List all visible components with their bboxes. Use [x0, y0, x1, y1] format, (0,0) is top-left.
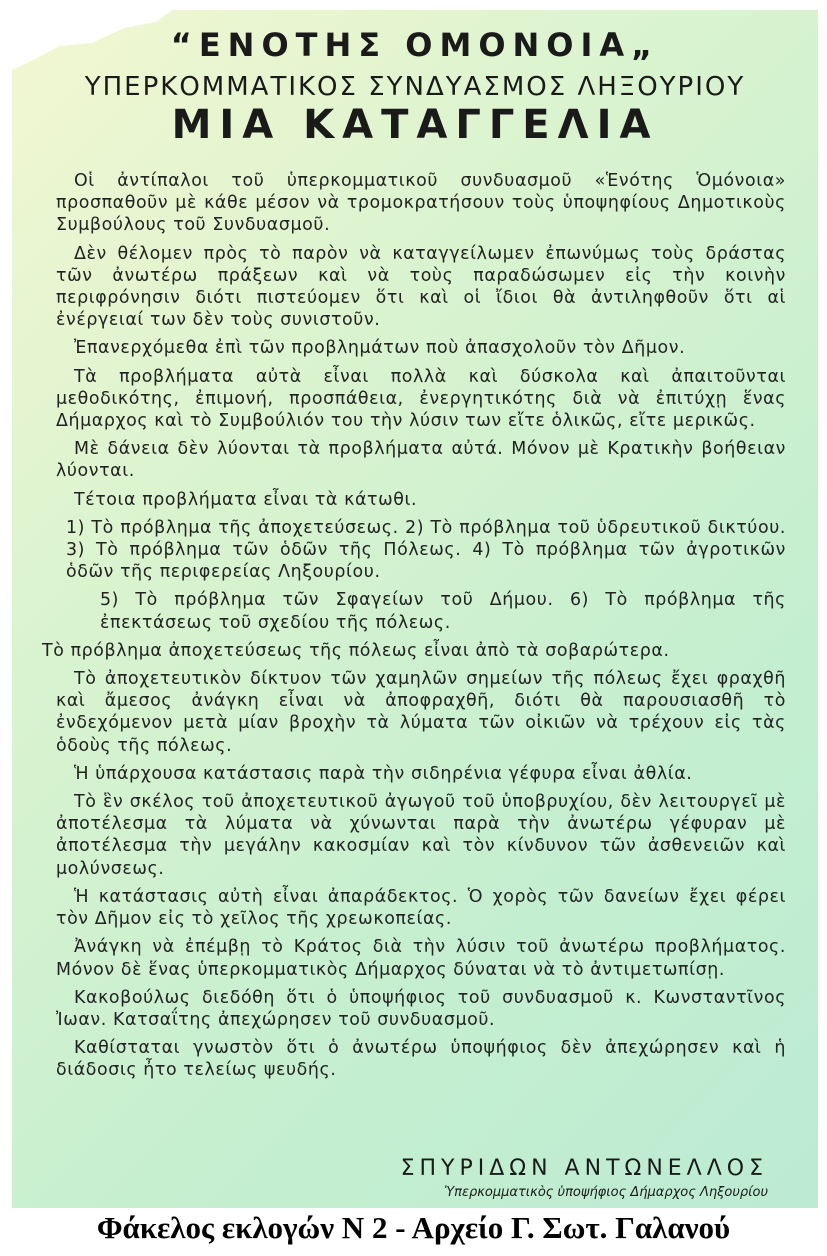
paragraph-10: Τὸ ἓν σκέλος τοῦ ἀποχετευτικοῦ ἀγωγοῦ τοῦ ὑποβρυχίου, δὲν λειτουργεῖ μὲ ἀποτέλεσμα τὰ λύματα νὰ χύνωνται παρὰ τὴν ἀνωτέρω γέφυραν μὲ ἀποτέλεσμα τὴν μεγάλην κακοσμίαν καὶ τὸν κίνδυνον τῶν ἀσθενειῶν καὶ μολύνσεως.	[56, 792, 786, 879]
signature-block	[401, 1156, 768, 1200]
paragraph-2: Δὲν θέλομεν πρὸς τὸ παρὸν νὰ καταγγείλωμεν ἐπωνύμως τοὺς δράστας τῶν ἀνωτέρω πράξεων καὶ νὰ τοὺς παραδώσωμεν εἰς τὴν κοινὴν περιφρόνησιν διότι πιστεύομεν ὅτι καὶ οἱ ἴδιοι θὰ ἀντιληφθοῦν ὅτι αἱ ἐνέργειαί των δὲν τοὺς συνιστοῦν.	[56, 243, 786, 331]
paragraph-13: Κακοβούλως διεδόθη ὅτι ὁ ὑποψήφιος τοῦ συνδυασμοῦ κ. Κωνσταντῖνος Ἰωαν. Κατσαΐτης ἀπεχώρησεν τοῦ συνδυασμοῦ.	[56, 987, 786, 1030]
leaflet-body	[42, 170, 786, 1088]
problem-list-1: 1) Τὸ πρόβλημα τῆς ἀποχετεύσεως. 2) Τὸ πρόβλημα τοῦ ὑδρευτικοῦ δικτύου. 3) Τὸ πρόβλημα τῶν ὁδῶν τῆς Πόλεως. 4) Τὸ πρόβλημα τῶν ἀγροτικῶν ὁδῶν τῆς περιφερείας Ληξουρίου.	[66, 517, 786, 583]
problem-list-2: 5) Τὸ πρόβλημα τῶν Σφαγείων τοῦ Δήμου. 6) Τὸ πρόβλημα τῆς ἐπεκτάσεως τοῦ σχεδίου τῆς πόλεως.	[100, 590, 786, 633]
paragraph-11: Ἡ κατάστασις αὐτὴ εἶναι ἀπαράδεκτος. Ὁ χορὸς τῶν δανείων ἔχει φέρει τὸν Δῆμον εἰς τὸ χεῖλος τῆς χρεωκοπείας.	[56, 886, 786, 930]
paragraph-14: Καθίσταται γνωστὸν ὅτι ὁ ἀνωτέρω ὑποψήφιος δὲν ἀπεχώρησεν καὶ ἡ διάδοσις ἦτο τελείως ψευδής.	[56, 1038, 786, 1081]
paragraph-9: Ἡ ὑπάρχουσα κατάστασις παρὰ τὴν σιδηρένια γέφυρα εἶναι ἀθλία.	[74, 763, 693, 784]
paragraph-3: Ἐπανερχόμεθα ἐπὶ τῶν προβλημάτων ποὺ ἀπασχολοῦν τὸν Δῆμον.	[74, 338, 686, 359]
paragraph-6: Τέτοια προβλήματα εἶναι τὰ κάτωθι.	[74, 489, 418, 510]
archive-caption: Φάκελος εκλογών Ν 2 - Αρχείο Γ. Σωτ. Γαλανού	[96, 1210, 731, 1245]
leaflet-headline: ΜΙΑ ΚΑΤΑΓΓΕΛΙΑ	[171, 102, 659, 148]
paragraph-7: Τὸ πρόβλημα ἀποχετεύσεως τῆς πόλεως εἶναι ἀπὸ τὰ σοβαρώτερα.	[42, 640, 670, 661]
paragraph-8: Τὸ ἀποχετευτικὸν δίκτυον τῶν χαμηλῶν σημείων τῆς πόλεως ἔχει φραχθῆ καὶ ἄμεσος ἀνάγκη εἶναι νὰ ἀποφραχθῆ, διότι θὰ παρουσιασθῆ τὸ ἐνδεχόμενον μετὰ μίαν βροχὴν τὰ λύματα τῶν οἰκιῶν νὰ τρέχουν εἰς τὰς ὁδοὺς τῆς πόλεως.	[56, 669, 786, 756]
paragraph-1: Οἱ ἀντίπαλοι τοῦ ὑπερκομματικοῦ συνδυασμοῦ «Ἑνότης Ὁμόνοια» προσπαθοῦν μὲ κάθε μέσον νὰ τρομοκρατήσουν τοὺς ὑποψηφίους Δημοτικοὺς Συμβούλους τοῦ Συνδυασμοῦ.	[56, 171, 786, 236]
paragraph-4: Τὰ προβλήματα αὐτὰ εἶναι πολλὰ καὶ δύσκολα καὶ ἀπαιτοῦνται μεθοδικότης, ἐπιμονή, προσπάθεια, ἐνεργητικότης διὰ νὰ ἐπιτύχῃ ἕνας Δήμαρχος καὶ τὸ Συμβούλιόν του τὴν λύσιν των εἴτε ὁλικῶς, εἴτε μερικῶς.	[56, 366, 786, 432]
signature-title: Ὑπερκομματικὸς ὑποψήφιος Δήμαρχος Ληξουρίου	[443, 1185, 768, 1200]
leaflet-subtitle: ΥΠΕΡΚΟΜΜΑΤΙΚΟΣ ΣΥΝΔΥΑΣΜΟΣ ΛΗΞΟΥΡΙΟΥ	[84, 72, 746, 102]
paragraph-5: Μὲ δάνεια δὲν λύονται τὰ προβλήματα αὐτά. Μόνον μὲ Κρατικὴν βοήθειαν λύονται.	[56, 439, 786, 482]
leaflet-sheet	[12, 10, 818, 1208]
paragraph-12: Ἀνάγκη νὰ ἐπέμβῃ τὸ Κράτος διὰ τὴν λύσιν τοῦ ἀνωτέρω προβλήματος. Μόνον δὲ ἕνας ὑπερκομματικὸς Δήμαρχος δύναται νὰ τὸ ἀντιμετωπίσῃ.	[56, 937, 786, 980]
leaflet-title: “ΕΝΟΤΗΣ ΟΜΟΝΟΙΑ„	[170, 26, 660, 64]
signature-name: ΣΠΥΡΙΔΩΝ ΑΝΤΩΝΕΛΛΟΣ	[400, 1156, 768, 1181]
